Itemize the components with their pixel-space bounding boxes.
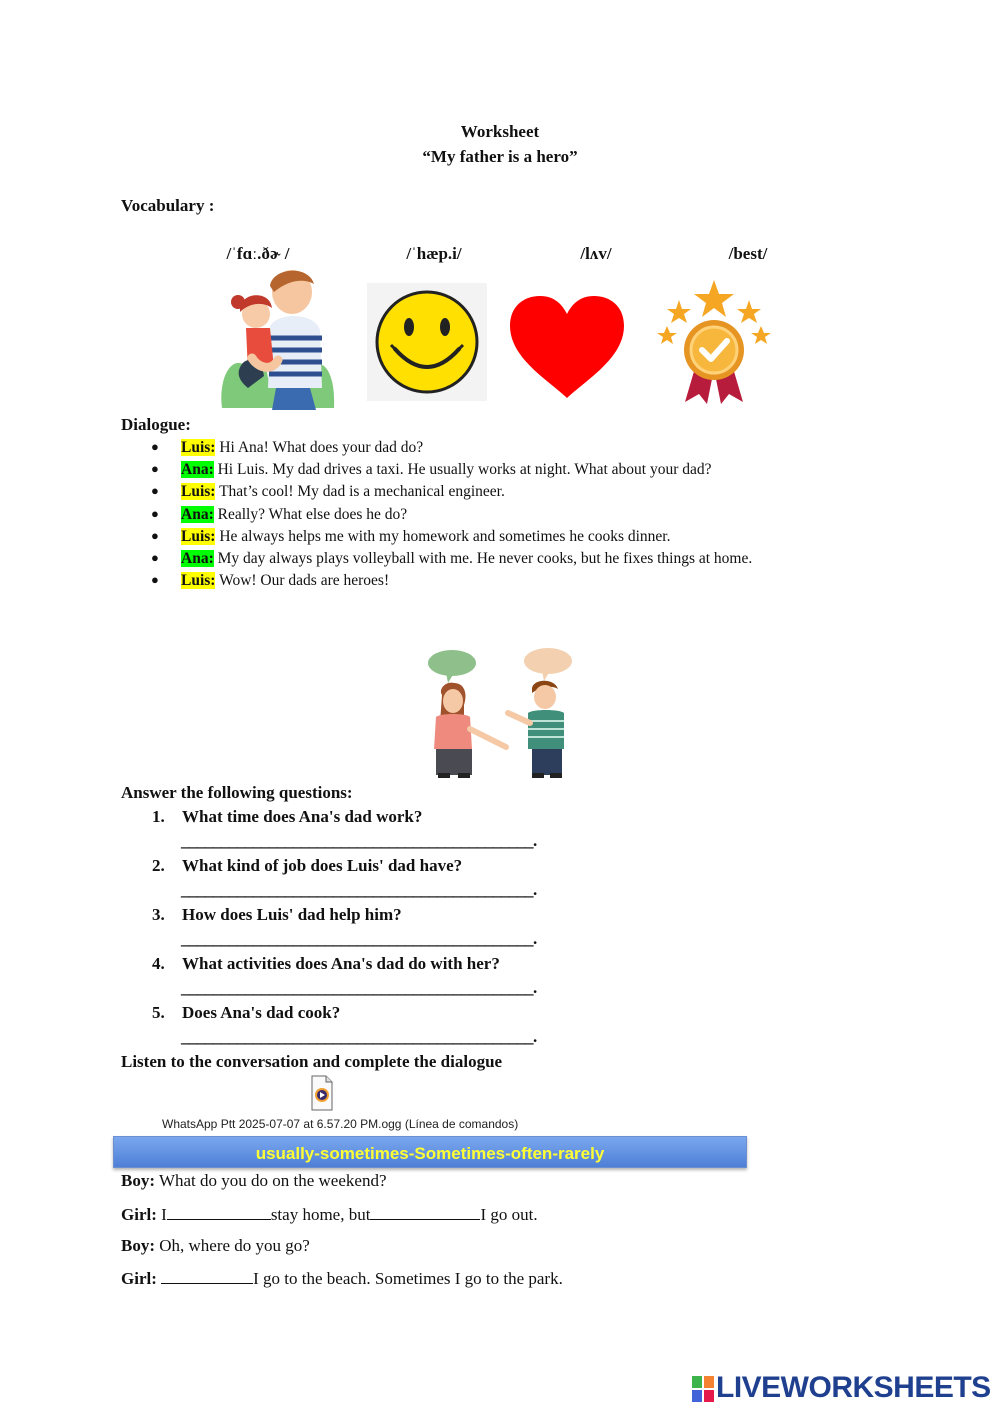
bullet: ●	[151, 439, 159, 454]
two-people-talking-illustration	[420, 645, 580, 780]
dialogue-text: That’s cool! My dad is a mechanical engineer.	[215, 483, 505, 500]
dialogue-text: My day always plays volleyball with me. He never cooks, but he fixes things at home.	[213, 550, 753, 567]
question-number: 5.	[152, 1003, 165, 1022]
speaker-girl: Girl:	[121, 1269, 157, 1288]
dialogue-line	[151, 439, 424, 457]
question-text: What time does Ana's dad work?	[182, 807, 423, 826]
speaker-ana: Ana:	[181, 550, 214, 567]
dialogue-text: Wow! Our dads are heroes!	[215, 572, 390, 589]
bullet: ●	[151, 461, 159, 476]
dialogue-line	[151, 528, 671, 546]
listening-text: I go to the beach. Sometimes I go to the park.	[253, 1269, 563, 1288]
word-bank-banner	[113, 1136, 747, 1168]
fill-in-blank[interactable]	[167, 1204, 271, 1220]
phonetic-happy: /ˈhæp.i/	[406, 244, 462, 263]
listening-line	[121, 1204, 538, 1225]
phonetic-best: /best/	[728, 244, 768, 263]
worksheet-subtitle: “My father is a hero”	[422, 147, 578, 166]
listening-text: I	[156, 1205, 167, 1224]
audio-file-caption[interactable]: WhatsApp Ptt 2025-07-07 at 6.57.20 PM.ogg (Línea de comandos)	[162, 1117, 519, 1131]
listening-line	[121, 1268, 563, 1289]
listening-text: What do you do on the weekend?	[155, 1171, 387, 1190]
speaker-girl: Girl:	[121, 1205, 157, 1224]
bullet: ●	[151, 550, 159, 565]
dialogue-text: Hi Luis. My dad drives a taxi. He usually works at night. What about your dad?	[213, 461, 712, 478]
answer-line[interactable]: ____________________________________________.	[181, 929, 537, 948]
father-daughter-illustration	[218, 268, 342, 410]
question-number: 3.	[152, 905, 165, 924]
question-text: How does Luis' dad help him?	[182, 905, 402, 924]
liveworksheets-logo-icon	[692, 1376, 714, 1402]
worksheet-title: Worksheet	[460, 122, 540, 141]
dialogue-text: Hi Ana! What does your dad do?	[215, 439, 424, 456]
dialogue-text: Really? What else does he do?	[213, 506, 408, 523]
listening-text: I go out.	[480, 1205, 538, 1224]
speaker-boy: Boy:	[121, 1236, 155, 1255]
dialogue-line	[151, 461, 712, 479]
vocabulary-heading: Vocabulary :	[121, 196, 215, 215]
listening-heading: Listen to the conversation and complete the dialogue	[121, 1052, 503, 1071]
dialogue-text: He always helps me with my homework and sometimes he cooks dinner.	[215, 528, 671, 545]
question-text: Does Ana's dad cook?	[182, 1003, 341, 1022]
bullet: ●	[151, 506, 159, 521]
dialogue-line	[151, 483, 505, 501]
audio-file-icon[interactable]	[311, 1075, 333, 1111]
question-text: What kind of job does Luis' dad have?	[182, 856, 463, 875]
listening-line	[121, 1171, 386, 1191]
speaker-luis: Luis:	[181, 439, 216, 456]
dialogue-line	[151, 506, 408, 524]
smiley-face-icon	[367, 283, 487, 401]
answer-line[interactable]: ____________________________________________.	[181, 1027, 537, 1046]
question-item	[152, 905, 402, 925]
bullet: ●	[151, 528, 159, 543]
answer-line[interactable]: ____________________________________________.	[181, 880, 537, 899]
question-item	[152, 1003, 341, 1023]
question-item	[152, 856, 463, 876]
speaker-luis: Luis:	[181, 483, 216, 500]
speaker-luis: Luis:	[181, 572, 216, 589]
question-item	[152, 807, 423, 827]
question-number: 4.	[152, 954, 165, 973]
question-number: 2.	[152, 856, 165, 875]
question-text: What activities does Ana's dad do with her?	[182, 954, 500, 973]
speaker-boy: Boy:	[121, 1171, 155, 1190]
phonetic-love: /lʌv/	[580, 244, 612, 263]
dialogue-line	[151, 550, 753, 568]
speaker-ana: Ana:	[181, 461, 214, 478]
listening-text: stay home, but	[270, 1205, 371, 1224]
question-number: 1.	[152, 807, 165, 826]
award-medal-icon	[657, 278, 771, 406]
speaker-luis: Luis:	[181, 528, 216, 545]
liveworksheets-brand: LIVEWORKSHEETS	[716, 1371, 991, 1404]
dialogue-line	[151, 572, 390, 590]
fill-in-blank[interactable]	[370, 1204, 480, 1220]
speaker-ana: Ana:	[181, 506, 214, 523]
fill-in-blank[interactable]	[161, 1268, 253, 1284]
listening-line	[121, 1236, 310, 1256]
answer-line[interactable]: ____________________________________________.	[181, 831, 537, 850]
bullet: ●	[151, 572, 159, 587]
phonetic-father: /ˈfɑː.ðɚ /	[226, 244, 290, 263]
question-item	[152, 954, 500, 974]
dialogue-heading: Dialogue:	[121, 415, 191, 434]
listening-text: Oh, where do you go?	[155, 1236, 310, 1255]
questions-heading: Answer the following questions:	[121, 783, 353, 802]
heart-icon	[508, 294, 626, 402]
bullet: ●	[151, 483, 159, 498]
word-bank-text: usually-sometimes-Sometimes-often-rarely	[255, 1144, 605, 1163]
answer-line[interactable]: ____________________________________________.	[181, 978, 537, 997]
